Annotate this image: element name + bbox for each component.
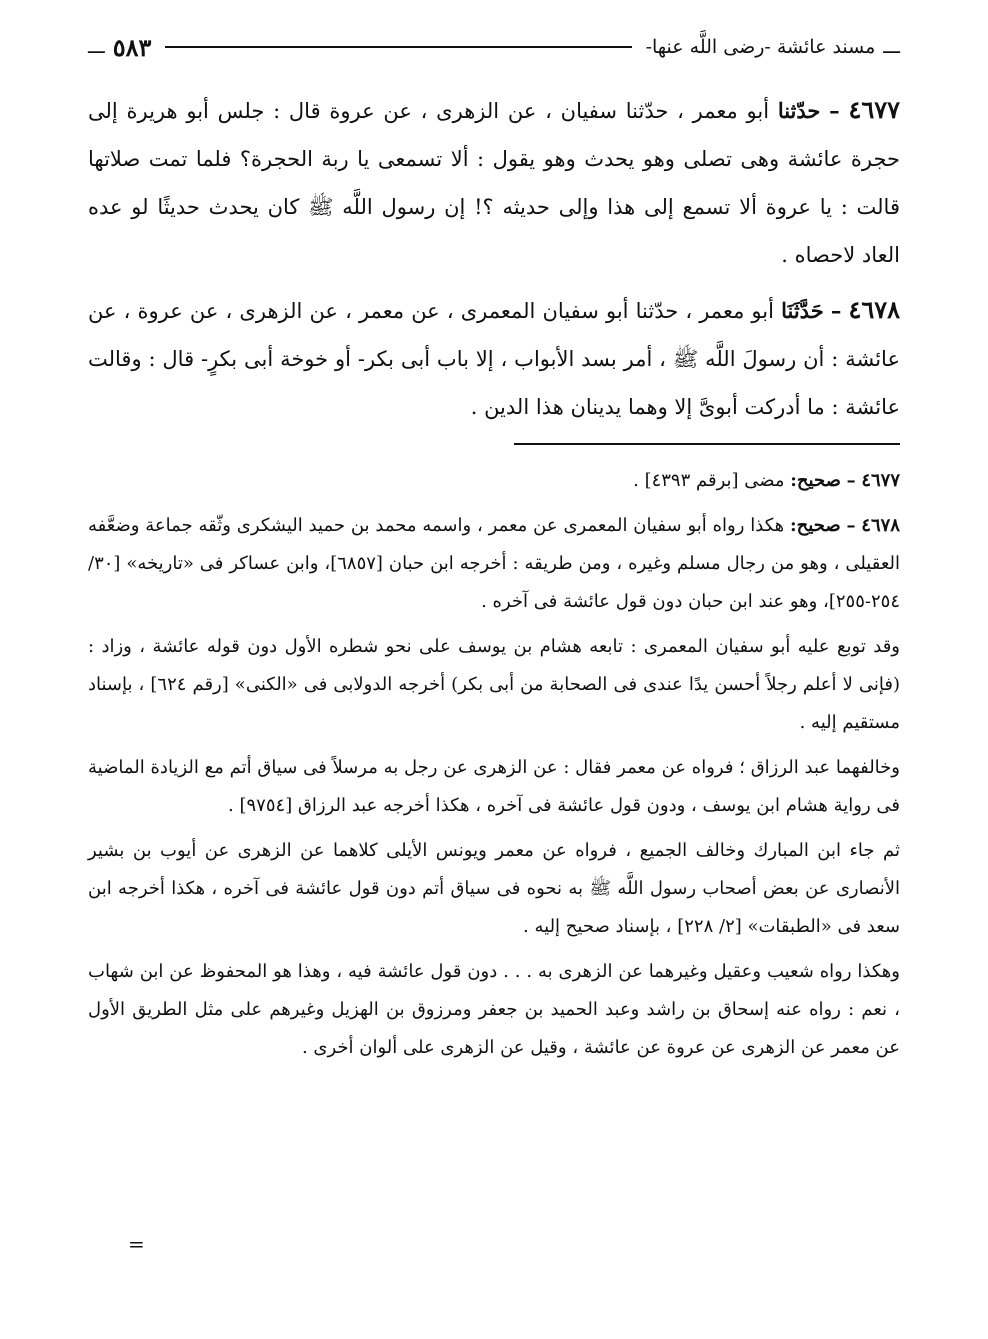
hadith-4677 — [88, 86, 900, 279]
page-header — [88, 30, 900, 64]
hadith-4678 — [88, 286, 900, 431]
hadith-keyword: حَدَّثَنَا — [781, 298, 824, 323]
footnote-grade: صحيح: — [790, 470, 841, 491]
footnote-grade: صحيح: — [790, 515, 841, 536]
footnote-4678 — [88, 507, 900, 621]
footnote-text: هكذا رواه أبو سفيان المعمرى عن معمر ، واسمه محمد بن حميد اليشكرى وثّقه جماعة وضعَّفه العقيلى ، وهو من رجال مسلم وغيره ، ومن طريقه : أخرجه ابن حبان [٦٨٥٧]، وابن عساكر فى «تاريخه» [٣٠/ ٢٥٤-٢٥٥]، وهو عند ابن حبان دون قول عائشة فى آخره . — [88, 515, 900, 612]
hadith-keyword: حدّثنا — [777, 98, 821, 123]
hadith-text: أبو معمر ، حدّثنا سفيان ، عن الزهرى ، عن عروة قال : جلس أبو هريرة إلى حجرة عائشة وهى تصلى وهو يحدث وهو يقول : ألا تسمعى يا ربة الحجرة؟ فلما تمت صلاتها قالت : يا عروة ألا تسمع إلى هذا وإلى حديثه ؟! إن رسول اللَّه ﷺ كان يحدث حديثًا لو عده العاد لاحصاه . — [88, 99, 900, 267]
footnote-paragraph: ثم جاء ابن المبارك وخالف الجميع ، فرواه عن معمر ويونس الأيلى كلاهما عن الزهرى عن أيوب بن بشير الأنصارى عن بعض أصحاب رسول اللَّه ﷺ به نحوه فى سياق أتم دون قول عائشة فى آخره ، هكذا أخرجه ابن سعد فى «الطبقات» [٢/ ٢٢٨] ، بإسناد صحيح إليه . — [88, 840, 900, 937]
header-dash-right: ـــ — [883, 36, 900, 58]
header-dash-left: ـــ — [88, 36, 105, 58]
footnote-dash: – — [846, 470, 856, 491]
footnote-number: ٤٦٧٨ — [861, 515, 900, 536]
footnote-4677 — [88, 462, 900, 500]
hadith-dash: – — [830, 298, 842, 323]
footnote-paragraph: وخالفهما عبد الرزاق ؛ فرواه عن معمر فقال : عن الزهرى عن رجل به مرسلاً فى سياق أتم مع الزيادة الماضية فى رواية هشام ابن يوسف ، ودون قول عائشة فى آخره ، هكذا أخرجه عبد الرزاق [٩٧٥٤] . — [88, 757, 900, 816]
footnote-text: مضى [برقم ٤٣٩٣] . — [633, 470, 785, 491]
hadith-dash: – — [829, 98, 840, 123]
hadith-text: أبو معمر ، حدّثنا أبو سفيان المعمرى ، عن معمر ، عن الزهرى ، عن عروة ، عن عائشة : أن رسولَ اللَّه ﷺ ، أمر بسد الأبواب ، إلا باب أبى بكر- أو خوخة أبى بكرٍ- قال : وقالت عائشة : ما أدركت أبوىَّ إلا وهما يدينان هذا الدين . — [88, 299, 900, 419]
footnotes — [88, 462, 900, 1074]
running-title: مسند عائشة -رضى اللَّه عنها- — [645, 36, 876, 58]
footnote-dash: – — [846, 515, 856, 536]
hadith-number: ٤٦٧٨ — [848, 295, 900, 324]
header-rule — [165, 46, 631, 48]
footnote-paragraph: وقد توبع عليه أبو سفيان المعمرى : تابعه هشام بن يوسف على نحو شطره الأول دون قوله عائشة ، وزاد : (فإنى لا أعلم رجلاً أحسن يدًا عندى فى الصحابة من أبى بكر) أخرجه الدولابى فى «الكنى» [رقم ٦٢٤] ، بإسناد مستقيم إليه . — [88, 636, 900, 733]
page-number: ٥٨٣ — [112, 32, 152, 62]
footnote-paragraph: وهكذا رواه شعيب وعقيل وغيرهما عن الزهرى به . . . دون قول عائشة فيه ، وهذا هو المحفوظ عن ابن شهاب ، نعم : رواه عنه إسحاق بن راشد وعبد الحميد بن جعفر ومرزوق بن الهزيل وغيرهم على مثل الطريق الأول عن معمر عن الزهرى عن عروة عن عائشة ، وقيل عن الزهرى على ألوان أخرى . — [88, 961, 900, 1058]
footnote-number: ٤٦٧٧ — [861, 470, 900, 491]
hadith-number: ٤٦٧٧ — [848, 95, 900, 124]
footnote-separator — [514, 443, 900, 445]
continuation-mark: = — [128, 1232, 145, 1256]
